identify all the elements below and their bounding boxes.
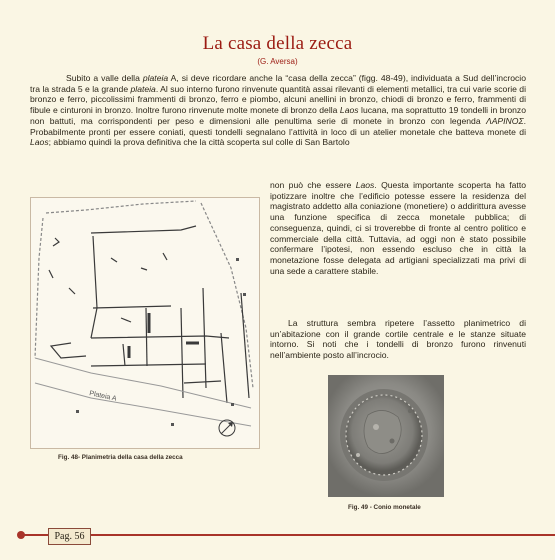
text-span: Subito a valle della — [66, 73, 143, 83]
paragraph-structure: La struttura sembra ripetere l’assetto planimetrico di un’abitazione con il grande cortile centrale e le stanze situate intorno. Si noti che i tondelli di bronzo furono rinvenuti nell’ambiente posto all’incrocio. — [270, 318, 526, 361]
paragraph-intro — [30, 73, 526, 148]
text-span: . Questa importante scoperta ha fatto ipotizzare inoltre che l’edificio potesse essere la residenza del magistrato addetto alla coniazione (monetiere) o addirittura avesse una funzione specifica di zecca monetale pubblica; di conseguenza, quindi, ci si troverebbe di fronte al centro politico e commerciale della città. Tuttavia, ad oggi non è stato possibile confermare l’ipotesi, non essendo escluso che in città la monetazione fosse delegata ad artigiani specializzati ma privi di una sede a carattere stabile. — [270, 180, 526, 276]
text-span: lucana, ma soprattutto 19 tondelli in bronzo non battuti, ma corrispondenti per peso e dimensioni alle penultima serie di monete in bronzo con legenda — [30, 105, 526, 126]
text-span: . Al suo interno furono rinvenute quantità assai rilevanti di elementi metallici, tra cui varie scorie di bronzo e ferro, piccolissimi frammenti di bronzo, ferro e piombo, alcuni anellini in bronzo, chiodi di bronzo e ferro, frammenti di fibule e cinturoni in bronzo. Inoltre furono rinvenute molte monete di bronzo della — [30, 83, 526, 116]
plateia-label: Plateia A — [88, 390, 118, 403]
paragraph-continuation — [270, 180, 526, 276]
page-title: La casa della zecca — [202, 33, 353, 54]
page-number: Pag. 56 — [48, 528, 91, 545]
site-plan-drawing — [31, 198, 259, 448]
site-plan-figure — [30, 197, 260, 449]
coin-die-photo — [328, 375, 444, 497]
text-span: . Probabilmente pronti per essere coniati, questi tondelli segnalano l’attività in loco di un atelier monetale che batteva monete di — [30, 115, 526, 137]
coin-die-image — [328, 375, 444, 497]
text-span: non può che essere — [270, 180, 356, 190]
footer-rule — [20, 534, 555, 536]
text-span: plateia — [142, 73, 169, 83]
text-span: Laos — [339, 105, 359, 116]
figure-48-caption: Fig. 48- Planimetria della casa della zecca — [58, 454, 183, 461]
footer-bullet — [17, 531, 25, 539]
author-credit: (G. Aversa) — [257, 57, 298, 66]
text-span: Laos — [355, 180, 375, 190]
text-span: Laos — [30, 137, 49, 148]
text-span: ; abbiamo quindi la prova definitiva che la città scoperta sul colle di San Bartolo — [48, 137, 350, 148]
text-span: ΛΑΡΙΝΟΣ — [485, 115, 524, 126]
text-span: plateia — [130, 83, 156, 94]
text-span: A, si deve ricordare anche la “casa della zecca” (figg. 48-49), individuata a Sud dell’incrocio tra la strada 5 e la grande — [30, 73, 526, 94]
figure-49-caption: Fig. 49 - Conio monetale — [348, 504, 421, 511]
